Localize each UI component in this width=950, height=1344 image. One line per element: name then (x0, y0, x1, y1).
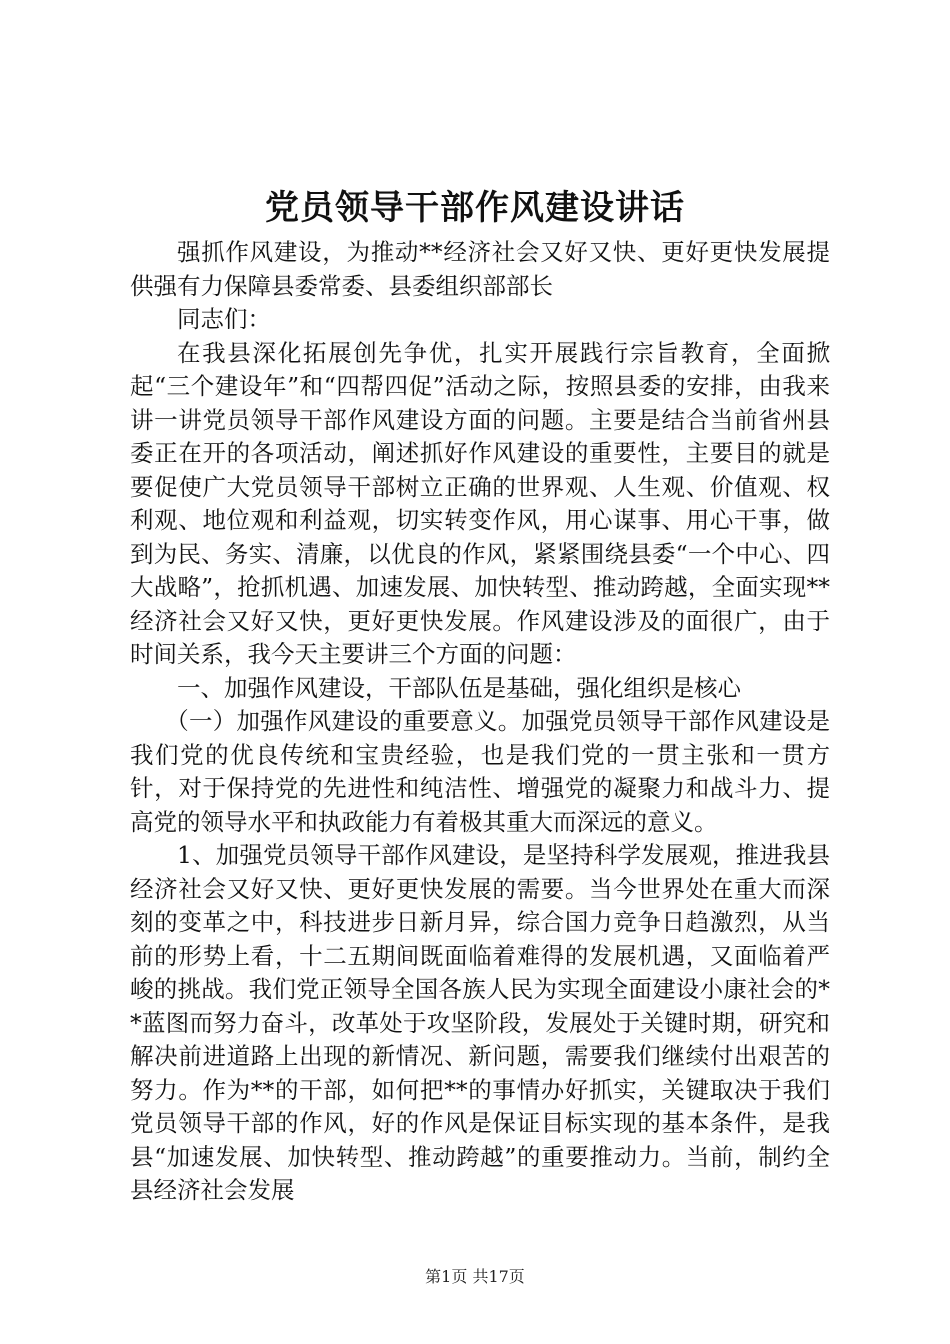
document-title: 党员领导干部作风建设讲话 (265, 188, 685, 228)
page-footer: 第1页 共17页 (425, 1267, 525, 1286)
subsection-paragraph: （一）加强作风建设的重要意义。加强党员领导干部作风建设是我们党的优良传统和宝贵经验，也是我们党的一贯主张和一贯方针，对于保持党的先进性和纯洁性、增强党的凝聚力和战斗力、提高党的领导水平和执政能力有着极其重大而深远的意义。 (130, 707, 830, 836)
body-paragraph: 在我县深化拓展创先争优，扎实开展践行宗旨教育，全面掀起“三个建设年”和“四帮四促”活动之际，按照县委的安排，由我来讲一讲党员领导干部作风建设方面的问题。主要是结合当前省州县委正在开的各项活动，阐述抓好作风建设的重要性，主要目的就是要促使广大党员领导干部树立正确的世界观、人生观、价值观、权利观、地位观和利益观，切实转变作风，用心谋事、用心干事，做到为民、务实、清廉，以优良的作风，紧紧围绕县委“一个中心、四大战略”，抢抓机遇、加速发展、加快转型、推动跨越，全面实现**经济社会又好又快，更好更快发展。作风建设涉及的面很广，由于时间关系，我今天主要讲三个方面的问题： (130, 338, 830, 668)
body-paragraph: 1、加强党员领导干部作风建设，是坚持科学发展观，推进我县经济社会又好又快、更好更快发展的需要。当今世界处在重大而深刻的变革之中，科技进步日新月异，综合国力竞争日趋激烈，从当前的形势上看，十二五期间既面临着难得的发展机遇，又面临着严峻的挑战。我们党正领导全国各族人民为实现全面建设小康社会的**蓝图而努力奋斗，改革处于攻坚阶段，发展处于关键时期，研究和解决前进道路上出现的新情况、新问题，需要我们继续付出艰苦的努力。作为**的干部，如何把**的事情办好抓实，关键取决于我们党员领导干部的作风，好的作风是保证目标实现的基本条件，是我县“加速发展、加快转型、推动跨越”的重要推动力。当前，制约全县经济社会发展 (130, 841, 830, 1204)
salutation: 同志们： (177, 305, 271, 333)
document-body (130, 236, 830, 1208)
subtitle-paragraph: 强抓作风建设，为推动**经济社会又好又快、更好更快发展提供强有力保障县委常委、县委组织部部长 (130, 238, 830, 300)
section-heading: 一、加强作风建设，干部队伍是基础，强化组织是核心 (177, 673, 741, 702)
